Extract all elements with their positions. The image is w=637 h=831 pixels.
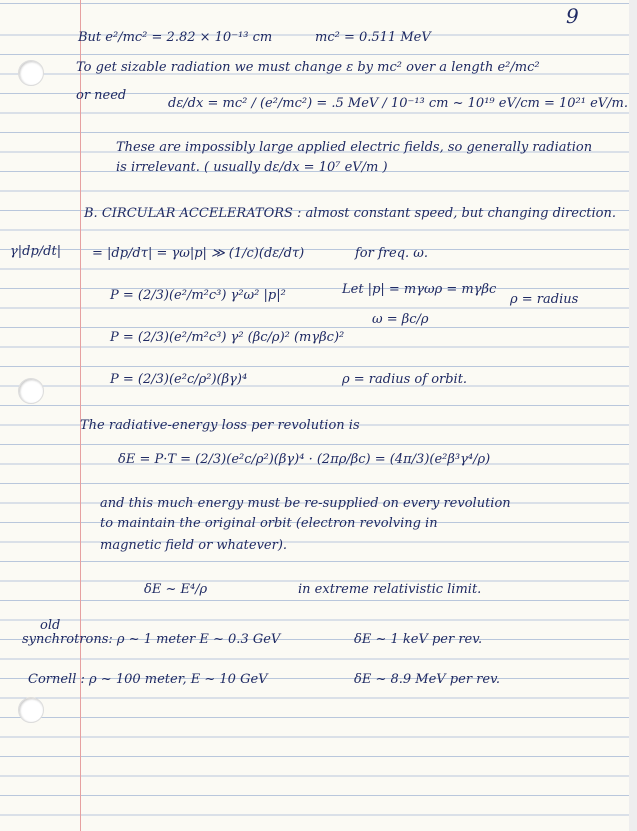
binder-hole-middle [18,378,44,404]
line-resupplied: and this much energy must be re-supplied on every revolution [100,496,511,511]
line-or-need: or need [76,88,127,103]
line-radius-of-orbit: ρ = radius of orbit. [342,372,468,387]
equation-energy-loss: δE = P·T = (2/3)(e²c/ρ²)(βγ)⁴ · (2πρ/βc) = (4π/3)(e²β³γ⁴/ρ) [118,452,491,467]
line-magnetic-field: magnetic field or whatever). [100,538,288,553]
line-let-momentum: Let |p| = mγωρ = mγβc [342,282,497,297]
margin-note-gamma: γ|dp/dt| [10,244,62,259]
binder-hole-bottom [18,697,44,723]
label-old: old [40,618,61,633]
line-relativistic-limit: in extreme relativistic limit. [298,582,482,597]
line-cornell: Cornell : ρ ~ 100 meter, E ~ 10 GeV [28,672,268,687]
line-irrelevant: is irrelevant. ( usually dε/dx = 10⁷ eV/m ) [116,160,388,175]
section-heading-circular: B. CIRCULAR ACCELERATORS : almost constant speed, but changing direction. [84,206,616,221]
line-energy-loss-intro: The radiative-energy loss per revolution is [80,418,360,433]
line-rho-radius: ρ = radius [510,292,579,307]
line-maintain-orbit: to maintain the original orbit (electron revolving in [100,516,438,531]
equation-power-3: P = (2/3)(e²c/ρ²)(βγ)⁴ [110,372,248,387]
binder-hole-top [18,60,44,86]
line-frequency: for freq. ω. [355,246,429,261]
line-momentum-rate: = |dp/dτ| = γω|p| ≫ (1/c)(dε/dτ) [92,246,305,261]
line-old-loss: δE ~ 1 keV per rev. [354,632,483,647]
page-number: 9 [566,4,579,28]
line-constants: But e²/mc² = 2.82 × 10⁻¹³ cm [78,30,273,45]
line-field-estimate: dε/dx = mc² / (e²/mc²) = .5 MeV / 10⁻¹³ cm ~ 10¹⁹ eV/cm = 10²¹ eV/m. [168,96,628,111]
equation-power-1: P = (2/3)(e²/m²c³) γ²ω² |p|² [110,288,286,303]
line-old-synchrotrons: synchrotrons: ρ ~ 1 meter E ~ 0.3 GeV [22,632,281,647]
line-omega: ω = βc/ρ [372,312,429,327]
line-impossibly-large: These are impossibly large applied electric fields, so generally radiation [116,140,593,155]
margin-line [80,0,81,831]
equation-power-2: P = (2/3)(e²/m²c³) γ² (βc/ρ)² (mγβc)² [110,330,345,345]
line-cornell-loss: δE ~ 8.9 MeV per rev. [354,672,501,687]
line-electron-mass: mc² = 0.511 MeV [315,30,431,45]
equation-scaling: δE ~ E⁴/ρ [144,582,208,597]
line-sizable-radiation: To get sizable radiation we must change ε by mc² over a length e²/mc² [76,60,540,75]
page-edge [629,0,637,831]
